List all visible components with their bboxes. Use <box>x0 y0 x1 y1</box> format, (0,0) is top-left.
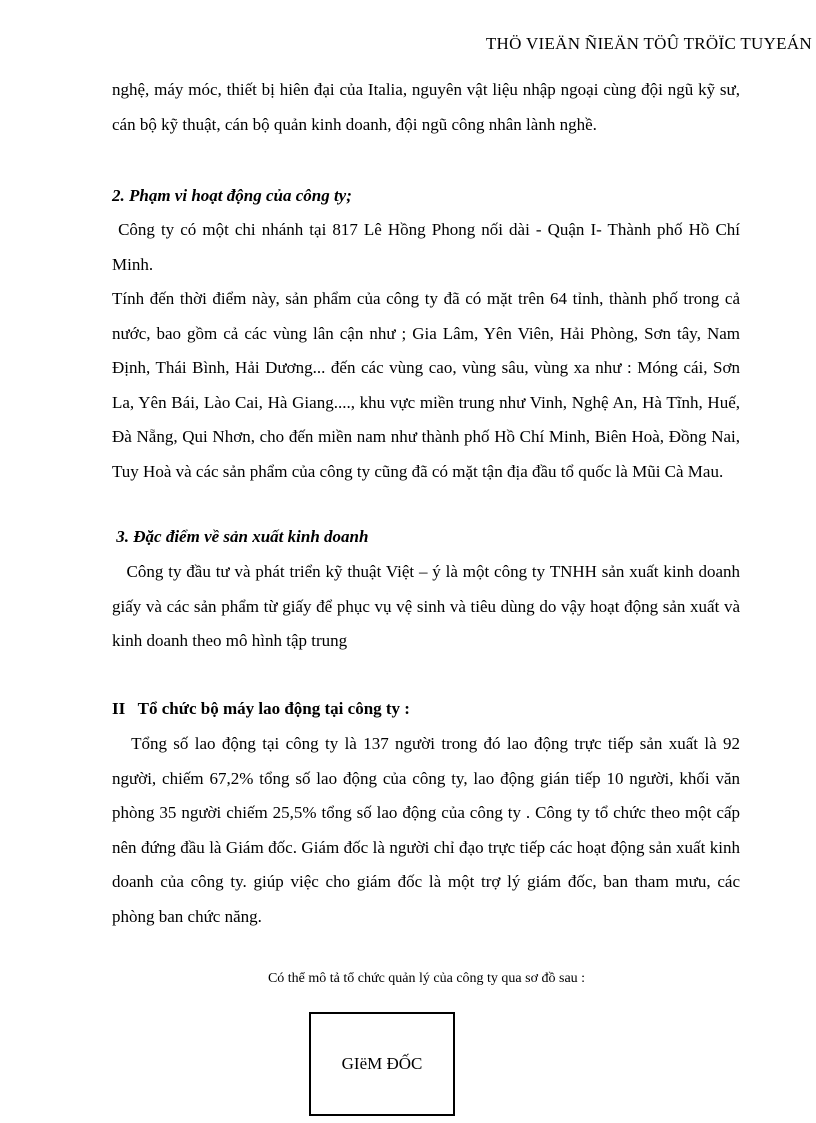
section-3-heading: 3. Đặc điểm về sản xuất kinh doanh <box>112 527 369 546</box>
director-box <box>309 1012 455 1116</box>
diagram-caption: Có thể mô tả tổ chức quản lý của công ty qua sơ đồ sau : <box>267 971 586 986</box>
section-II-heading: II Tổ chức bộ máy lao động tại công ty : <box>112 699 410 718</box>
page-header: THÖ VIEÄN ÑIEÄN TÖÛ TRÖÏC TUYEÁN <box>485 34 812 53</box>
section-II-paragraph: Tổng số lao động tại công ty là 137 người trong đó lao động trực tiếp sản xuất là 92 người, chiếm 67,2% tổng số lao động của công ty, lao động gián tiếp 10 người, khối văn phòng 35 người chiếm 25,5% tổng số lao động của công ty . Công ty tổ chức theo một cấp nên đứng đầu là Giám đốc. Giám đốc là người chỉ đạo trực tiếp các hoạt động sản xuất kinh doanh của công ty. giúp việc cho giám đốc là một trợ lý giám đốc, ban tham mưu, các phòng ban chức năng. <box>112 734 745 926</box>
section-2-heading: 2. Phạm vi hoạt động của công ty; <box>112 186 352 205</box>
section-2-paragraph-coverage: Tính đến thời điểm này, sản phẩm của công ty đã có mặt trên 64 tỉnh, thành phố trong cả nước, bao gồm cả các vùng lân cận như ; Gia Lâm, Yên Viên, Hải Phòng, Sơn tây, Nam Định, Thái Bình, Hải Dương... đến các vùng cao, vùng sâu, vùng xa như : Móng cái, Sơn La, Yên Bái, Lào Cai, Hà Giang...., khu vực miền trung như Vinh, Nghệ An, Hà Tĩnh, Huế, Đà Nẵng, Qui Nhơn, cho đến miền nam như thành phố Hồ Chí Minh, Biên Hoà, Đồng Nai, Tuy Hoà và các sản phẩm của công ty cũng đã có mặt tận địa đầu tổ quốc là Mũi Cà Mau. <box>112 289 740 481</box>
intro-paragraph: nghệ, máy móc, thiết bị hiên đại của Italia, nguyên vật liệu nhập ngoại cùng đội ngũ kỹ sư, cán bộ kỹ thuật, cán bộ quản kinh doanh, đội ngũ công nhân lành nghề. <box>112 80 740 134</box>
section-2-paragraph-branch: Công ty có một chi nhánh tại 817 Lê Hồng Phong nối dài - Quận I- Thành phố Hồ Chí Minh. <box>112 220 745 274</box>
section-3-paragraph: Công ty đầu tư và phát triển kỹ thuật Việt – ý là một công ty TNHH sản xuất kinh doanh giấy và các sản phẩm từ giấy để phục vụ vệ sinh và tiêu dùng do vậy hoạt động sản xuất và kinh doanh theo mô hình tập trung <box>112 562 745 650</box>
director-label: GIëM ĐỐC <box>341 1054 423 1073</box>
